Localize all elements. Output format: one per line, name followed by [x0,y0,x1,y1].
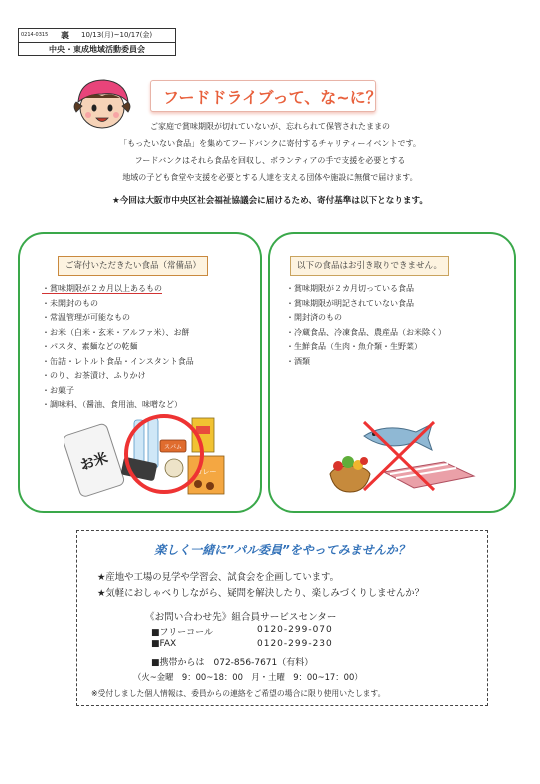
intro-line: ご家庭で賞味期限が切れていないが、忘れられて保管されたままの [150,122,390,131]
recruit-title: 楽しく一緒に”パル委員”をやってみませんか？ [154,543,410,557]
fax-label: ■FAX [151,639,177,649]
rejected-list [286,282,446,369]
committee-name: 中央・東成地域活動委員会 [19,42,175,57]
accepted-item-highlight: ・賞味期限が２カ月以上あるもの [42,284,162,293]
accepted-list [42,282,194,413]
rejected-item: ・冷蔵食品、冷凍食品、農産品（お米除く） [286,327,446,337]
rejected-foods-panel [268,232,516,513]
freecall-number[interactable]: 0120-299-070 [257,625,333,635]
intro-line: フードバンクはそれら食品を回収し、ボランティアの手で支援を必要とする [134,156,406,165]
accepted-item: ・調味料、（醤油、食用油、味噌など） [42,400,182,409]
rejected-item: ・生鮮食品（生肉・魚介類・生野菜） [286,342,422,351]
intro-text [40,118,500,186]
rejected-title: 以下の食品はお引き取りできません。 [290,256,449,276]
title-banner [150,80,382,112]
rejected-item: ・賞味期限が２カ月切っている食品 [286,284,414,293]
fax-number[interactable]: 0120-299-230 [257,639,333,649]
mobile-contact: ■携帯からは 072-856-7671（有料） [151,658,314,668]
snack-label: カレー [195,468,217,476]
accepted-item: ・お米（白米・玄米・アルファ米）、お餅 [42,327,190,337]
accepted-item: ・缶詰・レトルト食品・インスタント食品 [42,356,194,366]
accepted-foods-panel [18,232,262,513]
stock-foods-illustration [64,414,234,504]
accepted-item: ・パスタ、素麺などの乾麺 [42,342,138,351]
page-title: フードドライブって、な~に？ [163,88,382,107]
accepted-item: ・のり、お茶漬け、ふりかけ [42,371,146,380]
accepted-item: ・未開封のもの [42,298,98,308]
privacy-note: ※受付しました個人情報は、委員からの連絡をご希望の場合に限り使用いたします。 [91,689,386,698]
intro-line: 地域の子ども食堂や支援を必要とする人達を支える団体や施設に無償で届けます。 [122,173,418,182]
fresh-foods-illustration [324,414,484,498]
header-top-row [19,29,175,42]
contact-title: 《お問い合わせ先》組合員サービスセンター [145,612,337,623]
doc-code: 0214-0315 [21,32,49,38]
date-range: 10/13(月)~10/17(金) [81,31,153,39]
rejected-item: ・賞味期限が明記されていない食品 [286,298,414,308]
accepted-item: ・お菓子 [42,385,74,395]
recruit-line: ★産地や工場の見学や学習会、試食会を企画しています。 [97,572,340,583]
rejected-item: ・開封済のもの [286,313,342,322]
business-hours: （火~金曜 9：00~18：00 月・土曜 9：00~17：00） [133,672,363,682]
can-label: スパム [163,444,183,451]
header-box [18,28,176,56]
freecall-label: ■フリーコール [151,628,213,638]
page-side: 裏 [61,31,69,40]
recruit-box [76,530,488,706]
recruit-line: ★気軽におしゃべりしながら、疑問を解決したり、楽しみづくりしませんか？ [97,588,424,599]
accepted-item: ・常温管理が可能なもの [42,313,130,322]
rice-bag-label: お米 [78,450,110,475]
rejected-item: ・酒類 [286,356,310,366]
accepted-title: ご寄付いただきたい食品（常備品） [58,256,208,276]
donation-note: ★今回は大阪市中央区社会福祉協議会に届けるため、寄付基準は以下となります。 [111,196,429,206]
intro-line: 「もったいない食品」を集めてフードバンクに寄付するチャリティーイベントです。 [119,139,421,148]
